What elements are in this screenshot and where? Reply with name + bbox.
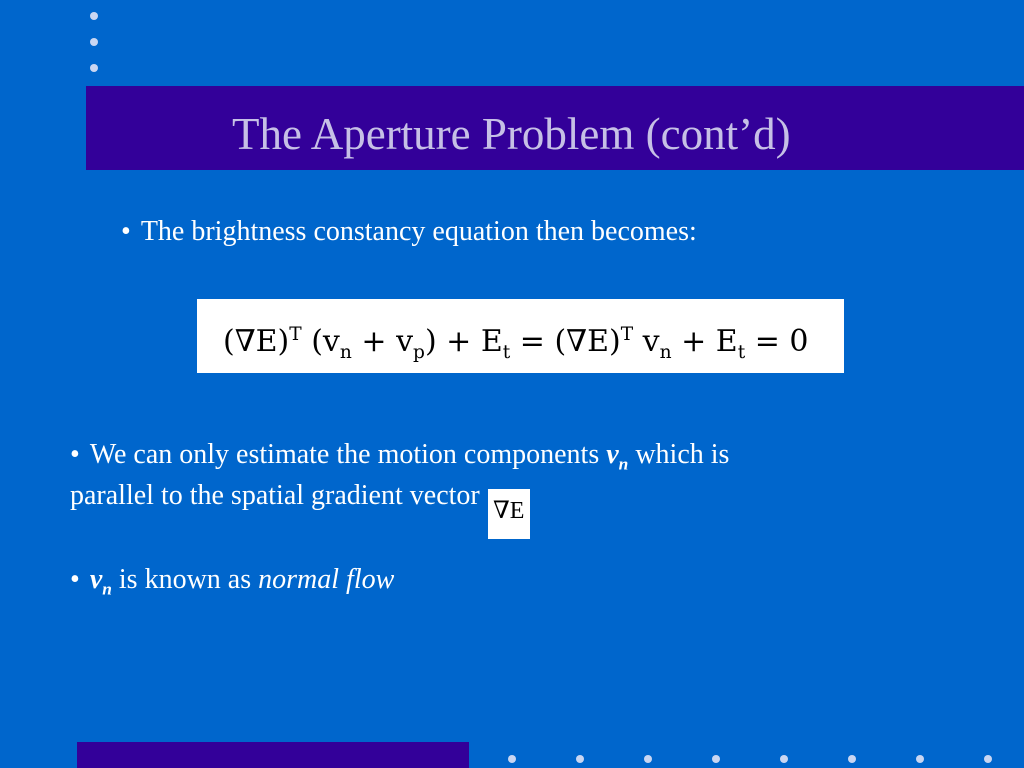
decor-dot: [916, 755, 924, 763]
decor-dot: [644, 755, 652, 763]
velocity-symbol: $v_n$: [89, 564, 112, 599]
bullet-1-text: The brightness constancy equation then becomes:: [140, 216, 697, 247]
decor-dot: [780, 755, 788, 763]
bullet-3-text: is known as: [111, 564, 259, 595]
slide-title: The Aperture Problem (cont’d): [232, 109, 791, 159]
decor-dot: [576, 755, 584, 763]
decor-dot: [848, 755, 856, 763]
bullet-2-text: We can only estimate the motion components: [89, 439, 607, 470]
bullet-symbol: •: [70, 439, 80, 470]
decor-dot: [508, 755, 516, 763]
decor-dot: [90, 64, 98, 72]
gradient-symbol-box: ∇E: [488, 489, 530, 539]
decor-dot: [984, 755, 992, 763]
decor-dot: [712, 755, 720, 763]
bullet-2-line-2-text: parallel to the spatial gradient vector: [70, 480, 480, 511]
decor-dot: [90, 12, 98, 20]
title-band: [86, 86, 1024, 170]
bullet-symbol: •: [121, 216, 131, 247]
bullet-1: [121, 212, 697, 252]
bullet-symbol: •: [70, 564, 80, 595]
decor-dot: [90, 38, 98, 46]
brightness-equation: $(\nabla E)^T$ $(v_n + v_p) + E_t = (\nabla E)^T$ $v_n + E_t = 0$: [223, 324, 809, 363]
bottom-band: [77, 742, 469, 768]
bullet-3: [70, 560, 394, 610]
equation-box: [197, 299, 844, 373]
velocity-symbol: $v_n$: [606, 439, 629, 474]
bullet-2-text-end: which is: [628, 439, 730, 470]
bullet-3-italic: normal flow: [258, 564, 395, 595]
bullet-2-line-2: [70, 476, 530, 539]
